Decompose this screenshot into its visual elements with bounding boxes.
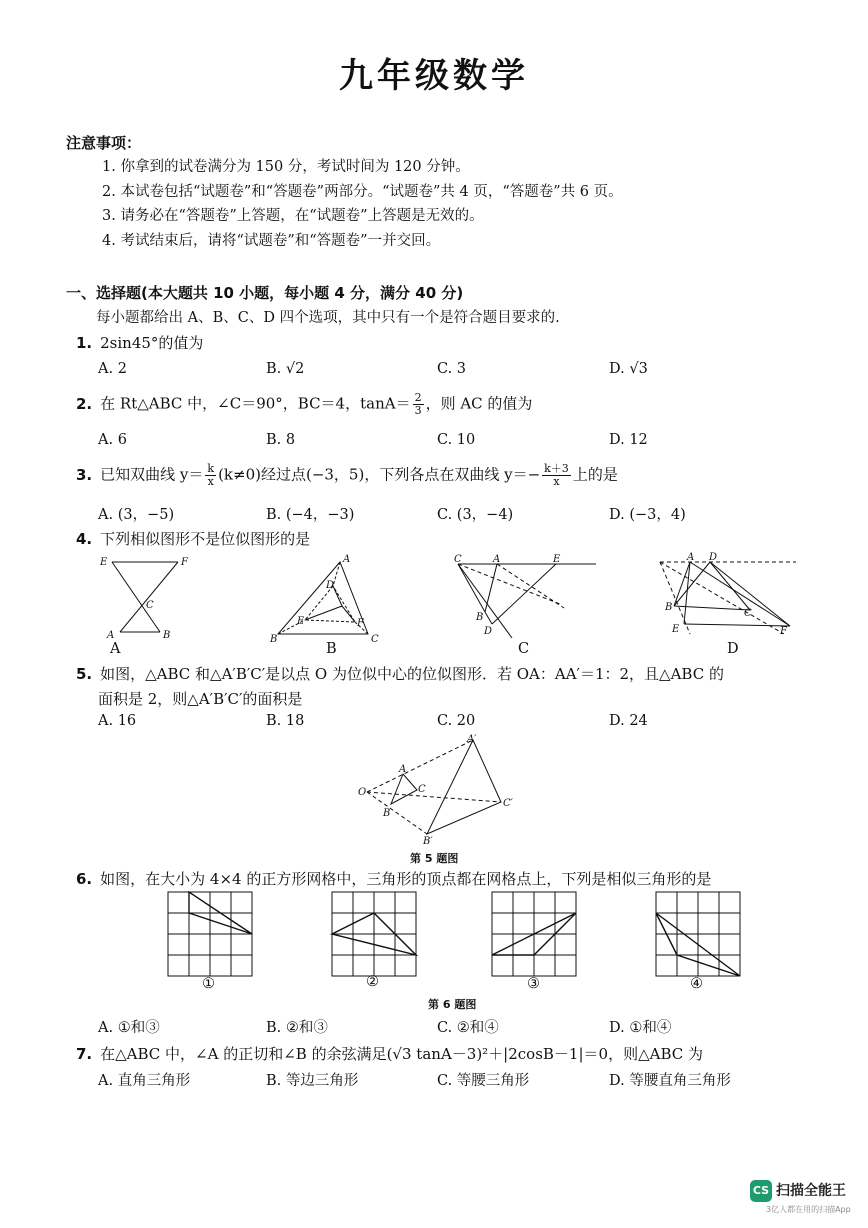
question-5 (76, 663, 724, 684)
svg-text:C: C (146, 600, 154, 611)
option-b[interactable]: B. 8 (266, 432, 296, 448)
option-c[interactable]: C. ②和④ (437, 1020, 499, 1036)
svg-text:D: D (326, 580, 335, 591)
fraction: $\frac{k+3}{x}$ (544, 462, 569, 488)
grid-label-1: ① (202, 976, 215, 992)
svg-text:A: A (343, 554, 351, 565)
scanner-logo-icon: CS (750, 1180, 772, 1202)
option-d[interactable]: D. ①和④ (609, 1020, 672, 1036)
option-c[interactable]: C. (3，−4) (437, 507, 514, 523)
figure-caption: 第 6 题图 (428, 998, 477, 1011)
question-number: 4. (76, 530, 93, 548)
svg-text:B: B (163, 630, 171, 641)
option-a[interactable]: A. 16 (98, 713, 137, 729)
question-stem: 已知双曲线 y＝ (100, 465, 204, 484)
option-c[interactable]: C. 10 (437, 432, 476, 448)
option-b[interactable]: B. 等边三角形 (266, 1073, 359, 1089)
fraction: $\frac{2}{3}$ (414, 391, 422, 417)
grid-1 (168, 892, 252, 976)
option-b[interactable]: B. √2 (266, 361, 305, 377)
fraction: $\frac{k}{x}$ (207, 462, 215, 488)
page-title: 九年级数学 (339, 56, 529, 96)
option-d[interactable]: D. √3 (609, 361, 648, 377)
figure-caption: 第 5 题图 (410, 852, 459, 865)
option-b[interactable]: B. ②和③ (266, 1020, 328, 1036)
grid-label-4: ④ (690, 976, 703, 992)
svg-text:C: C (371, 634, 379, 645)
grid-3 (492, 892, 576, 976)
grid-label-2: ② (366, 974, 379, 990)
question-stem: (k≠0)经过点(−3，5)，下列各点在双曲线 y＝− (218, 465, 541, 484)
option-d[interactable]: D. 12 (609, 432, 648, 448)
option-d[interactable]: D. (−3，4) (609, 507, 686, 523)
question-6 (76, 868, 711, 889)
svg-text:B: B (476, 612, 484, 623)
option-c[interactable]: C. 20 (437, 713, 476, 729)
option-b[interactable]: B. 18 (266, 713, 305, 729)
svg-text:B: B (383, 808, 391, 819)
svg-text:C: C (418, 784, 426, 795)
question-1 (76, 332, 203, 353)
notes-heading: 注意事项： (66, 134, 142, 152)
svg-text:C: C (454, 554, 462, 565)
svg-text:A: A (399, 764, 407, 775)
question-3 (76, 463, 618, 488)
question-number: 3. (76, 465, 93, 484)
question-4 (76, 528, 310, 549)
svg-text:B′: B′ (423, 836, 433, 847)
option-b[interactable]: B. (−4，−3) (266, 507, 355, 523)
question-number: 6. (76, 870, 93, 888)
q4-figures (90, 550, 810, 660)
question-2 (76, 392, 532, 417)
figure-label-b[interactable]: B (326, 641, 337, 657)
figure-a (99, 557, 189, 641)
figure-d (660, 552, 796, 637)
question-stem: 在 Rt△ABC 中，∠C＝90°，BC＝4，tanA＝ (100, 394, 411, 413)
notes-list (102, 155, 623, 253)
notes-item: 1. 你拿到的试卷满分为 150 分，考试时间为 120 分钟。 (102, 159, 470, 175)
question-stem: 2sin45°的值为 (100, 334, 204, 352)
question-number: 2. (76, 394, 93, 413)
question-stem: 下列相似图形不是位似图形的是 (100, 530, 311, 548)
scanner-logo-slogan: 3亿人都在用的扫描App (766, 1205, 851, 1214)
svg-text:O: O (358, 787, 367, 798)
question-stem: 上的是 (572, 465, 618, 484)
svg-text:E: E (553, 554, 561, 565)
question-stem: ，则 AC 的值为 (425, 394, 533, 413)
svg-text:B: B (270, 634, 278, 645)
q6-grids (160, 890, 760, 980)
option-c[interactable]: C. 3 (437, 361, 467, 377)
notes-item: 4. 考试结束后，请将“试题卷”和“答题卷”一并交回。 (102, 232, 441, 249)
svg-text:A′: A′ (467, 734, 477, 745)
question-stem: 在△ABC 中，∠A 的正切和∠B 的余弦满足(√3 tanA－3)²＋|2cosB－1|＝0，则△ABC 为 (100, 1045, 703, 1063)
svg-text:C: C (744, 608, 752, 619)
option-a[interactable]: A. 直角三角形 (98, 1073, 191, 1089)
option-d[interactable]: D. 24 (609, 713, 648, 729)
grid-4 (656, 892, 740, 976)
svg-text:A: A (687, 552, 695, 563)
section-desc: 每小题都给出 A、B、C、D 四个选项，其中只有一个是符合题目要求的. (96, 310, 560, 326)
question-7 (76, 1043, 703, 1064)
notes-item: 2. 本试卷包括“试题卷”和“答题卷”两部分。“试题卷”共 4 页，“答题卷”共 6 页。 (102, 183, 623, 200)
question-number: 7. (76, 1045, 93, 1063)
option-a[interactable]: A. 2 (98, 361, 127, 377)
question-stem-2: 面积是 2，则△A′B′C′的面积是 (98, 690, 303, 708)
grid-label-3: ③ (527, 976, 540, 992)
question-stem: 如图，△ABC 和△A′B′C′是以点 O 为位似中心的位似图形．若 OA：AA′＝1：2，且△ABC 的 (100, 665, 724, 683)
figure-label-d[interactable]: D (727, 641, 739, 657)
figure-label-c[interactable]: C (518, 641, 530, 657)
svg-text:E: E (297, 616, 305, 627)
svg-text:A: A (493, 554, 501, 565)
svg-text:C′: C′ (503, 798, 513, 809)
svg-text:F: F (357, 618, 364, 629)
grid-2 (332, 892, 416, 976)
svg-text:D: D (709, 552, 718, 563)
section-heading: 一、选择题(本大题共 10 小题，每小题 4 分，满分 40 分) (66, 284, 464, 302)
notes-item: 3. 请务必在“答题卷”上答题，在“试题卷”上答题是无效的。 (102, 208, 484, 224)
question-stem: 如图，在大小为 4×4 的正方形网格中，三角形的顶点都在网格点上，下列是相似三角形的是 (100, 870, 712, 888)
svg-text:D: D (484, 626, 493, 637)
question-number: 5. (76, 665, 93, 683)
svg-text:F: F (181, 557, 188, 568)
svg-text:A: A (107, 630, 115, 641)
figure-c (454, 554, 596, 638)
question-number: 1. (76, 334, 93, 352)
figure-label-a[interactable]: A (110, 641, 121, 657)
scanner-logo-name: 扫描全能王 (776, 1183, 846, 1199)
svg-text:B: B (665, 602, 673, 613)
svg-text:E: E (672, 624, 680, 635)
option-a[interactable]: A. (3，−5) (98, 507, 175, 523)
svg-text:E: E (100, 557, 108, 568)
option-a[interactable]: A. ①和③ (98, 1020, 160, 1036)
option-c[interactable]: C. 等腰三角形 (437, 1073, 530, 1089)
option-d[interactable]: D. 等腰直角三角形 (609, 1073, 731, 1089)
option-a[interactable]: A. 6 (98, 432, 127, 448)
figure-b (269, 554, 379, 645)
svg-text:F: F (780, 626, 787, 637)
q5-figure (355, 732, 525, 847)
